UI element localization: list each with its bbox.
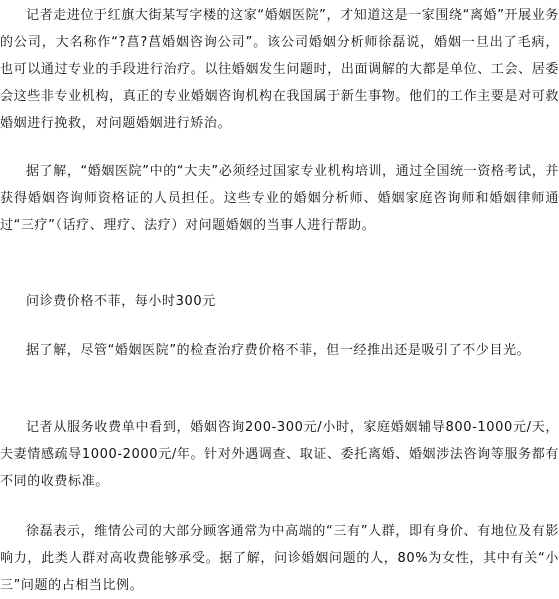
paragraph-subheading: 问诊费价格不菲，每小时300元 [26,294,216,309]
paragraph-fees: 记者从服务收费单中看到，婚姻咨询200-300元/小时，家庭婚姻辅导800-1000元/天，夫妻情感疏导1000-2000元/年。针对外遇调查、取证、委托离婚、婚姻涉法咨询等服务都有不同的收费标准。 [0,420,559,489]
paragraph-intro: 记者走进位于红旗大街某写字楼的这家“婚姻医院”，才知道这是一家围绕“离婚”开展业务的公司，大名称作“?菖?菖婚姻咨询公司”。该公司婚姻分析师徐磊说，婚姻一旦出了毛病，也可以通过专业的手段进行治疗。以往婚姻发生问题时，出面调解的大都是单位、工会、居委会这些非专业机构，真正的专业婚姻咨询机构在我国属于新生事物。他们的工作主要是对可救婚姻进行挽救，对问题婚姻进行矫治。 [0,8,559,131]
paragraph-attention: 据了解，尽管“婚姻医院”的检查治疗费价格不菲，但一经推出还是吸引了不少目光。 [26,343,531,358]
paragraph-clients: 徐磊表示，维情公司的大部分顾客通常为中高端的“三有”人群，即有身价、有地位及有影响力，此类人群对高收费能够承受。据了解，问诊婚姻问题的人，80%为女性，其中有关“小三”问题的占相当比例。 [0,524,559,593]
paragraph-doctors: 据了解，“婚姻医院”中的“大夫”必须经过国家专业机构培训，通过全国统一资格考试，并获得婚姻咨询师资格证的人员担任。这些专业的婚姻分析师、婚姻家庭咨询师和婚姻律师通过“三疗”（话疗、理疗、法疗）对问题婚姻的当事人进行帮助。 [0,164,559,233]
